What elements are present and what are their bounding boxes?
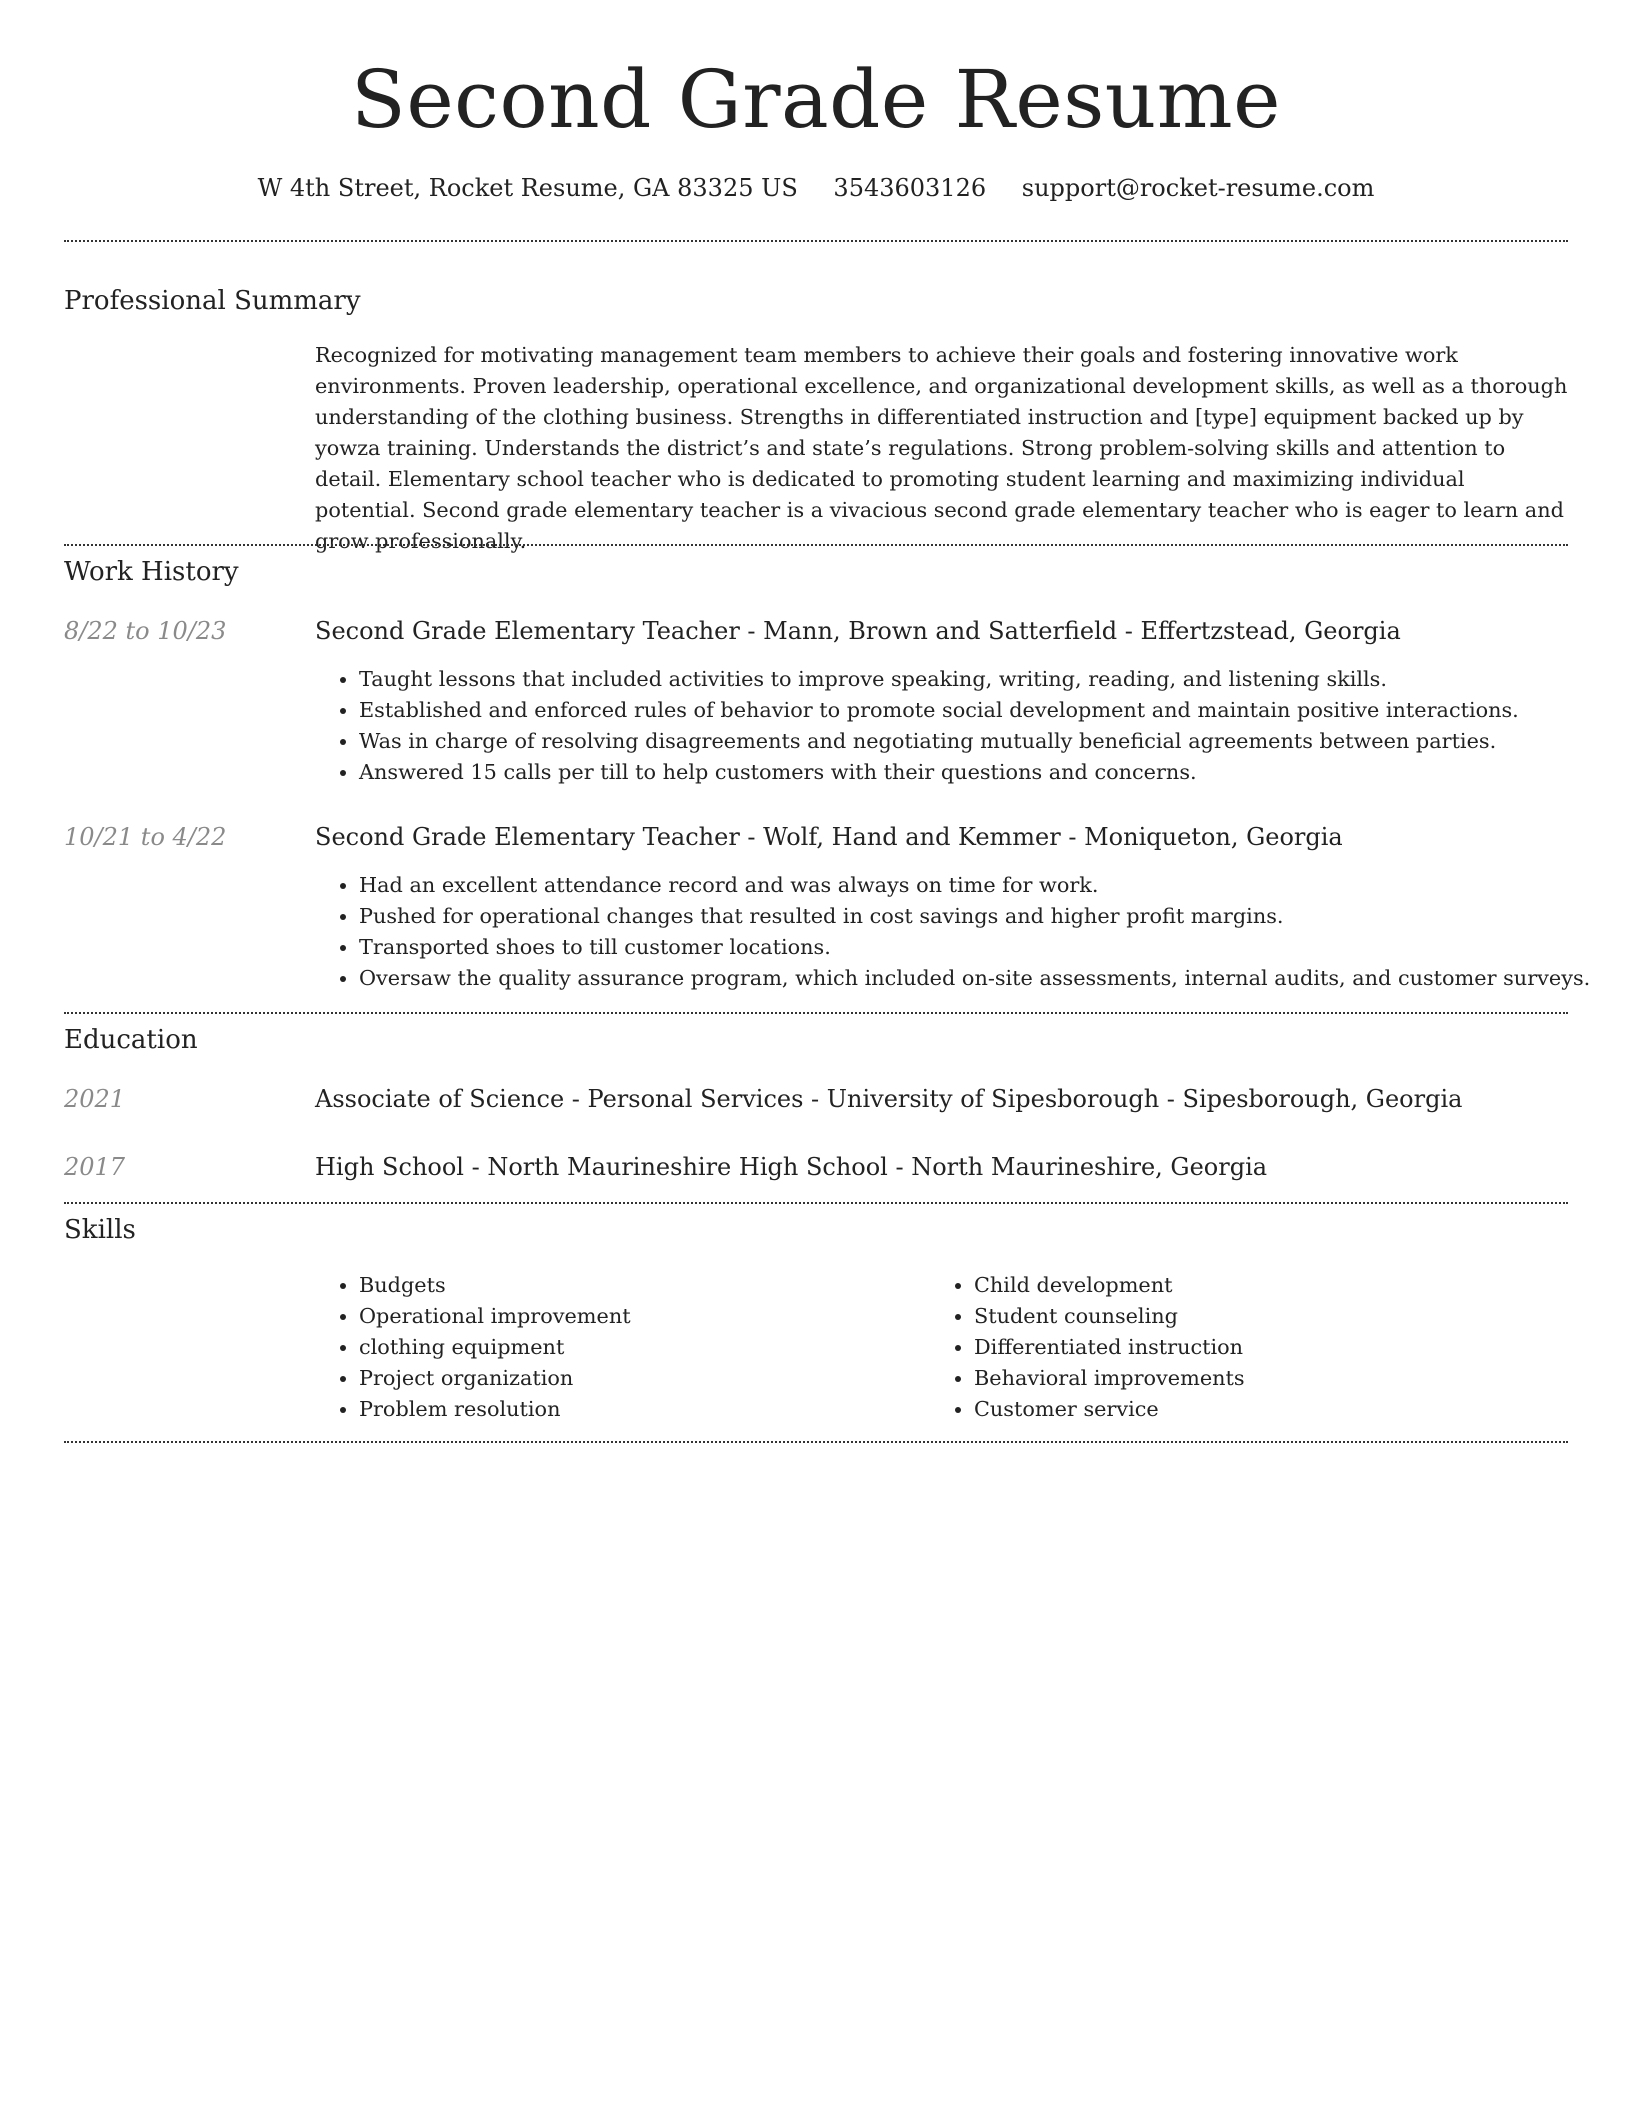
skill-item: • Behavioral improvements [974,1363,1534,1394]
skill-item: • Differentiated instruction [974,1332,1534,1363]
skill-item: • Customer service [974,1394,1534,1425]
job-dates: 8/22 to 10/23 [64,617,227,645]
education-heading: Associate of Science - Personal Services - University of Sipesborough - Sipesborough, Georgia [315,1085,1463,1113]
education-year: 2017 [64,1153,126,1181]
divider [64,1202,1568,1204]
divider [64,240,1568,242]
section-title-education: Education [64,1025,198,1055]
skill-item: • Child development [974,1270,1534,1301]
divider [64,1012,1568,1014]
section-title-skills: Skills [64,1215,136,1245]
divider [64,544,1568,546]
job-bullet: • Transported shoes to till customer locations. [359,932,1612,963]
skills-list-right [930,1270,1534,1425]
resume-name: Second Grade Resume [351,53,1281,146]
job-bullet: • Answered 15 calls per till to help customers with their questions and concerns. [359,757,1612,788]
education-year: 2021 [64,1085,126,1113]
summary-text: Recognized for motivating management team members to achieve their goals and fostering innovative work environments. Proven leadership, operational excellence, and organizational development skills, as well as a thorough understanding of the clothing business. Strengths in differentiated instruction and [type] equipment backed up by yowza training. Understands the district’s and state’s regulations. Strong problem-solving skills and attention to detail. Elementary school teacher who is dedicated to promoting student learning and maximizing individual potential. Second grade elementary teacher is a vivacious second grade elementary teacher who is eager to learn and grow professionally. [315,343,1568,553]
skill-item: • clothing equipment [359,1332,919,1363]
job-dates: 10/21 to 4/22 [64,823,227,851]
job-bullet: • Pushed for operational changes that resulted in cost savings and higher profit margins. [359,901,1612,932]
job-bullets [315,664,1612,788]
job-heading: Second Grade Elementary Teacher - Wolf, Hand and Kemmer - Moniqueton, Georgia [315,823,1343,851]
job-bullet: • Had an excellent attendance record and was always on time for work. [359,870,1612,901]
section-title-summary: Professional Summary [64,286,361,316]
job-bullets [315,870,1612,994]
divider [64,1441,1568,1443]
skills-list-left [315,1270,919,1425]
skill-item: • Student counseling [974,1301,1534,1332]
education-heading: High School - North Maurineshire High School - North Maurineshire, Georgia [315,1153,1268,1181]
skill-item: • Operational improvement [359,1301,919,1332]
job-bullet: • Taught lessons that included activities to improve speaking, writing, reading, and listening skills. [359,664,1612,695]
job-bullet: • Was in charge of resolving disagreements and negotiating mutually beneficial agreements between parties. [359,726,1612,757]
contact-email: support@rocket-resume.com [1021,174,1375,202]
contact-phone: 3543603126 [833,174,987,202]
skill-item: • Project organization [359,1363,919,1394]
job-heading: Second Grade Elementary Teacher - Mann, Brown and Satterfield - Effertzstead, Georgia [315,617,1401,645]
skill-item: • Budgets [359,1270,919,1301]
contact-address: W 4th Street, Rocket Resume, GA 83325 US [257,174,798,202]
section-title-work-history: Work History [64,557,239,587]
job-bullet: • Established and enforced rules of behavior to promote social development and maintain positive interactions. [359,695,1612,726]
skill-item: • Problem resolution [359,1394,919,1425]
contact-line [64,168,1568,208]
job-bullet: • Oversaw the quality assurance program, which included on-site assessments, internal audits, and customer surveys. [359,963,1612,994]
